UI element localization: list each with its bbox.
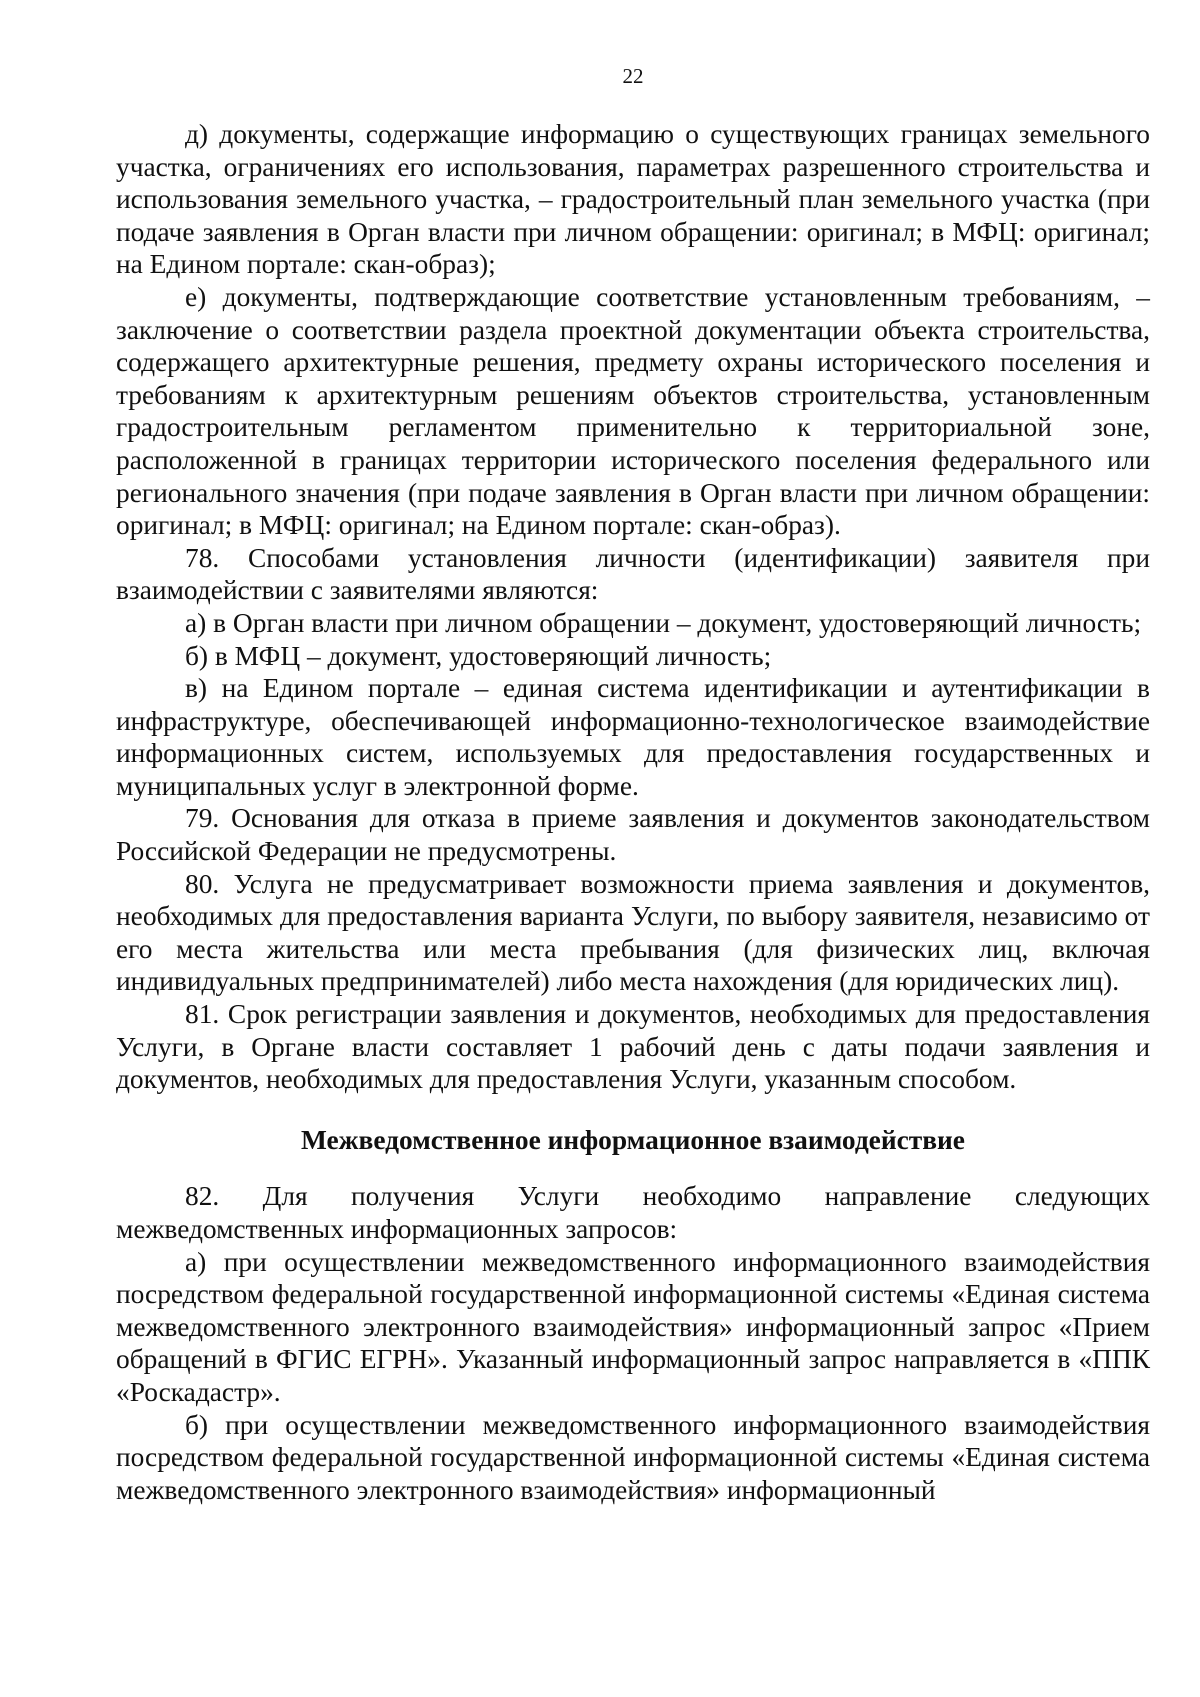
paragraph-78-b: б) в МФЦ – документ, удостоверяющий личность;	[185, 640, 772, 671]
paragraph-e-documents: е) документы, подтверждающие соответствие установленным требованиям, – заключение о соответствии раздела проектной документации объекта строительства, содержащего архитектурные решения, предмету охраны исторического поселения и требованиям к архитектурным решениям объектов строительства, установленным градостроительным регламентом применительно к территориальной зоне, расположенной в границах территории исторического поселения федерального или регионального значения (при подаче заявления в Орган власти при личном обращении: оригинал; в МФЦ: оригинал; на Едином портале: скан-образ).	[116, 281, 1150, 541]
paragraph-78-a: а) в Орган власти при личном обращении – документ, удостоверяющий личность;	[185, 607, 1142, 638]
document-page	[116, 64, 1150, 1506]
paragraph-82-a: а) при осуществлении межведомственного информационного взаимодействия посредством федеральной государственной информационной системы «Единая система межведомственного электронного взаимодействия» информационный запрос «Прием обращений в ФГИС ЕГРН». Указанный информационный запрос направляется в «ППК «Роскадастр».	[116, 1246, 1150, 1407]
paragraph-82-b: б) при осуществлении межведомственного информационного взаимодействия посредством федеральной государственной информационной системы «Единая система межведомственного электронного взаимодействия» информационный	[116, 1409, 1150, 1505]
paragraph-78-v: в) на Едином портале – единая система идентификации и аутентификации в инфраструктуре, обеспечивающей информационно-технологическое взаимодействие информационных систем, используемых для предоставления государственных и муниципальных услуг в электронной форме.	[116, 673, 1150, 801]
paragraph-82: 82. Для получения Услуги необходимо направление следующих межведомственных информационных запросов:	[116, 1181, 1150, 1244]
paragraph-d-documents: д) документы, содержащие информацию о существующих границах земельного участка, ограничениях его использования, параметрах разрешенного строительства и использования земельного участка, – градостроительный план земельного участка (при подаче заявления в Орган власти при личном обращении: оригинал; в МФЦ: оригинал; на Едином портале: скан-образ);	[116, 119, 1150, 280]
page-number: 22	[622, 64, 644, 88]
paragraph-78: 78. Способами установления личности (идентификации) заявителя при взаимодействии с заявителями являются:	[116, 542, 1150, 606]
paragraph-81: 81. Срок регистрации заявления и документов, необходимых для предоставления Услуги, в Органе власти составляет 1 рабочий день с даты подачи заявления и документов, необходимых для предоставления Услуги, указанным способом.	[116, 999, 1150, 1095]
section-heading: Межведомственное информационное взаимодействие	[301, 1124, 965, 1155]
paragraph-79: 79. Основания для отказа в приеме заявления и документов законодательством Российской Федерации не предусмотрены.	[116, 803, 1150, 867]
paragraph-80: 80. Услуга не предусматривает возможности приема заявления и документов, необходимых для предоставления варианта Услуги, по выбору заявителя, независимо от его места жительства или места пребывания (для физических лиц, включая индивидуальных предпринимателей) либо места нахождения (для юридических лиц).	[116, 868, 1150, 997]
